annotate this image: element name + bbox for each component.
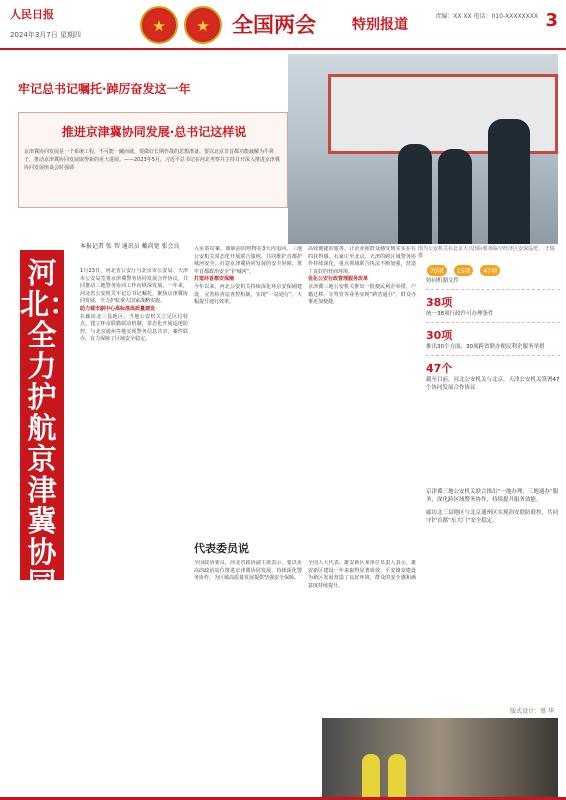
article-byline: 本报记者 张 智 通讯员 戴尚宽 张会良 (80, 243, 180, 250)
article-subheading: 优化公安行政管理服务改革 (308, 276, 369, 283)
hero-photo (288, 54, 558, 244)
paragraph: 京津冀三地公安机关推出一批便民利企举措，户籍迁移、车驾管等业务实现“跨省通办”，群众办事更加便捷。 (308, 283, 416, 306)
quote-box-text: 京津冀协同发展是一个系统工程，不可能一蹴而就，要做好长期作战的思想准备。要以北京非首都功能疏解为牛鼻子，推动京津冀协同发展取得新的更大进展。——2023年5月，习近平总书记在河北考察并主持召开深入推进京津冀协同发展座谈会时强调 (24, 149, 280, 171)
tunnel-workers-photo (322, 718, 558, 800)
page-title: 全国两会 (232, 12, 316, 37)
divider (426, 322, 560, 323)
column-slogan: 牢记总书记嘱托·踔厉奋发这一年 (18, 82, 191, 96)
article-column (308, 560, 416, 715)
stat-text: 统一38项行政许可办理条件 (426, 311, 494, 317)
paragraph: 今年以来，河北公安机关持续深化环京安保圈建设，完善检查站查控机制，实现“一站通行”，大幅提升通行效率。 (194, 283, 302, 306)
editor-info: 责编：XX XX 电话：010-XXXXXXXX (435, 13, 538, 20)
paragraph: 入室盗窃案，离职前的财物在3天内追回。三地公安机关常态化开展联合演练，共同维护首都护城河安全。打造京津冀协同发展的安全屏障，筑牢首都政治安全“护城河”。 (194, 246, 302, 275)
stat-text: 截至目前，河北公安机关与北京、天津公安机关签署47个协同发展合作协议 (426, 377, 560, 391)
side-note: 京津冀三地公安机关联合推出“一地办理、三地通办”服务，深化跨区域警务协作，持续提升服务效能。 (426, 489, 559, 503)
national-emblem-icon (140, 6, 178, 44)
paragraph: 在廊坊北三县地区，当地公安机关立足区位特点，建立环京联勤联动机制，常态化开展巡逻防控，与北京通州等地实现警务信息共享、案件联办，有力保障了区域安全稳定。 (80, 313, 188, 343)
paragraph: 全国人大代表、雄安新区某单位负责人表示，雄安新区建设一年来取得显著成效，平安雄安建设为新区发展营造了良好环境，群众的安全感和满意度持续提升。 (308, 560, 416, 589)
article-column (194, 246, 302, 466)
stat-pill: 47项 (480, 265, 500, 276)
section-heading-delegates: 代表委员说 (194, 542, 249, 555)
paragraph: 1月23日，河北省公安厅与北京市公安局、天津市公安局签署京津冀警务协同发展合作协议，共同推动三地警务协同工作向纵深发展。一年来，河北省公安机关牢记总书记嘱托，聚焦京津冀协同发展，全力护航重大国家战略实施。 (80, 268, 188, 305)
photo-caption: 图为公安机关在北京大兴国际机场临空经济区安保巡逻。 王瑞 摄 (418, 246, 555, 259)
masthead-logo: 人民日报 (10, 8, 54, 21)
issue-date: 2024年3月7日 星期四 (10, 31, 81, 39)
stat-number: 38项 (426, 296, 453, 309)
stat-number: 47个 (426, 362, 453, 375)
stat-text: 推出30个方面、30项跨省联办便民利企服务举措 (426, 344, 545, 350)
worker-figure (362, 754, 380, 800)
divider (426, 289, 560, 290)
stats-sidebar (426, 258, 560, 392)
police-officer-figure (398, 144, 432, 244)
paragraph: 高效便捷的服务，让企业和群众感受到实实在在的获得感。石家庄至北京、天津的跨区域警务协作持续深化，重点领域联合执法不断加强，营造了良好的营商环境。 (308, 246, 416, 275)
page-subtitle: 特别报道 (352, 17, 408, 33)
stat-pill: 15项 (454, 265, 474, 276)
worker-figure (388, 754, 406, 800)
cppcc-emblem-icon (184, 6, 222, 44)
quote-box-title: 推进京津冀协同发展·总书记这样说 (61, 125, 247, 139)
divider (426, 355, 560, 356)
paragraph: 全国政协委员、河北省政协副主席表示，要以更高的政治站位推进京津冀协同发展，持续深化警务协作，为区域高质量发展提供坚强安全保障。 (194, 560, 302, 582)
page-number: 3 (545, 10, 558, 31)
page-header (0, 0, 566, 50)
article-subheading: 助力城市副中心高标准高质量建设 (80, 305, 156, 312)
police-officer-figure (488, 119, 530, 244)
stat-pill-label: 协同机制文件 (426, 278, 460, 284)
article-column (80, 268, 188, 710)
article-column (308, 246, 416, 466)
police-officer-figure (438, 149, 472, 244)
side-notes (426, 488, 560, 530)
article-column (194, 560, 302, 715)
side-note: 廊坊北三县地区与北京通州区实现治安联防联控，共同守护首都“东大门”安全稳定。 (426, 510, 559, 524)
layout-credit: 版式设计：蔡 华 (510, 708, 554, 715)
stat-number: 30项 (426, 329, 453, 342)
stat-pill: 70项 (427, 265, 447, 276)
article-subheading: 打造环首都安保圈 (194, 276, 235, 283)
vertical-headline: 河北：全力护航京津冀协同发展 (20, 250, 64, 580)
